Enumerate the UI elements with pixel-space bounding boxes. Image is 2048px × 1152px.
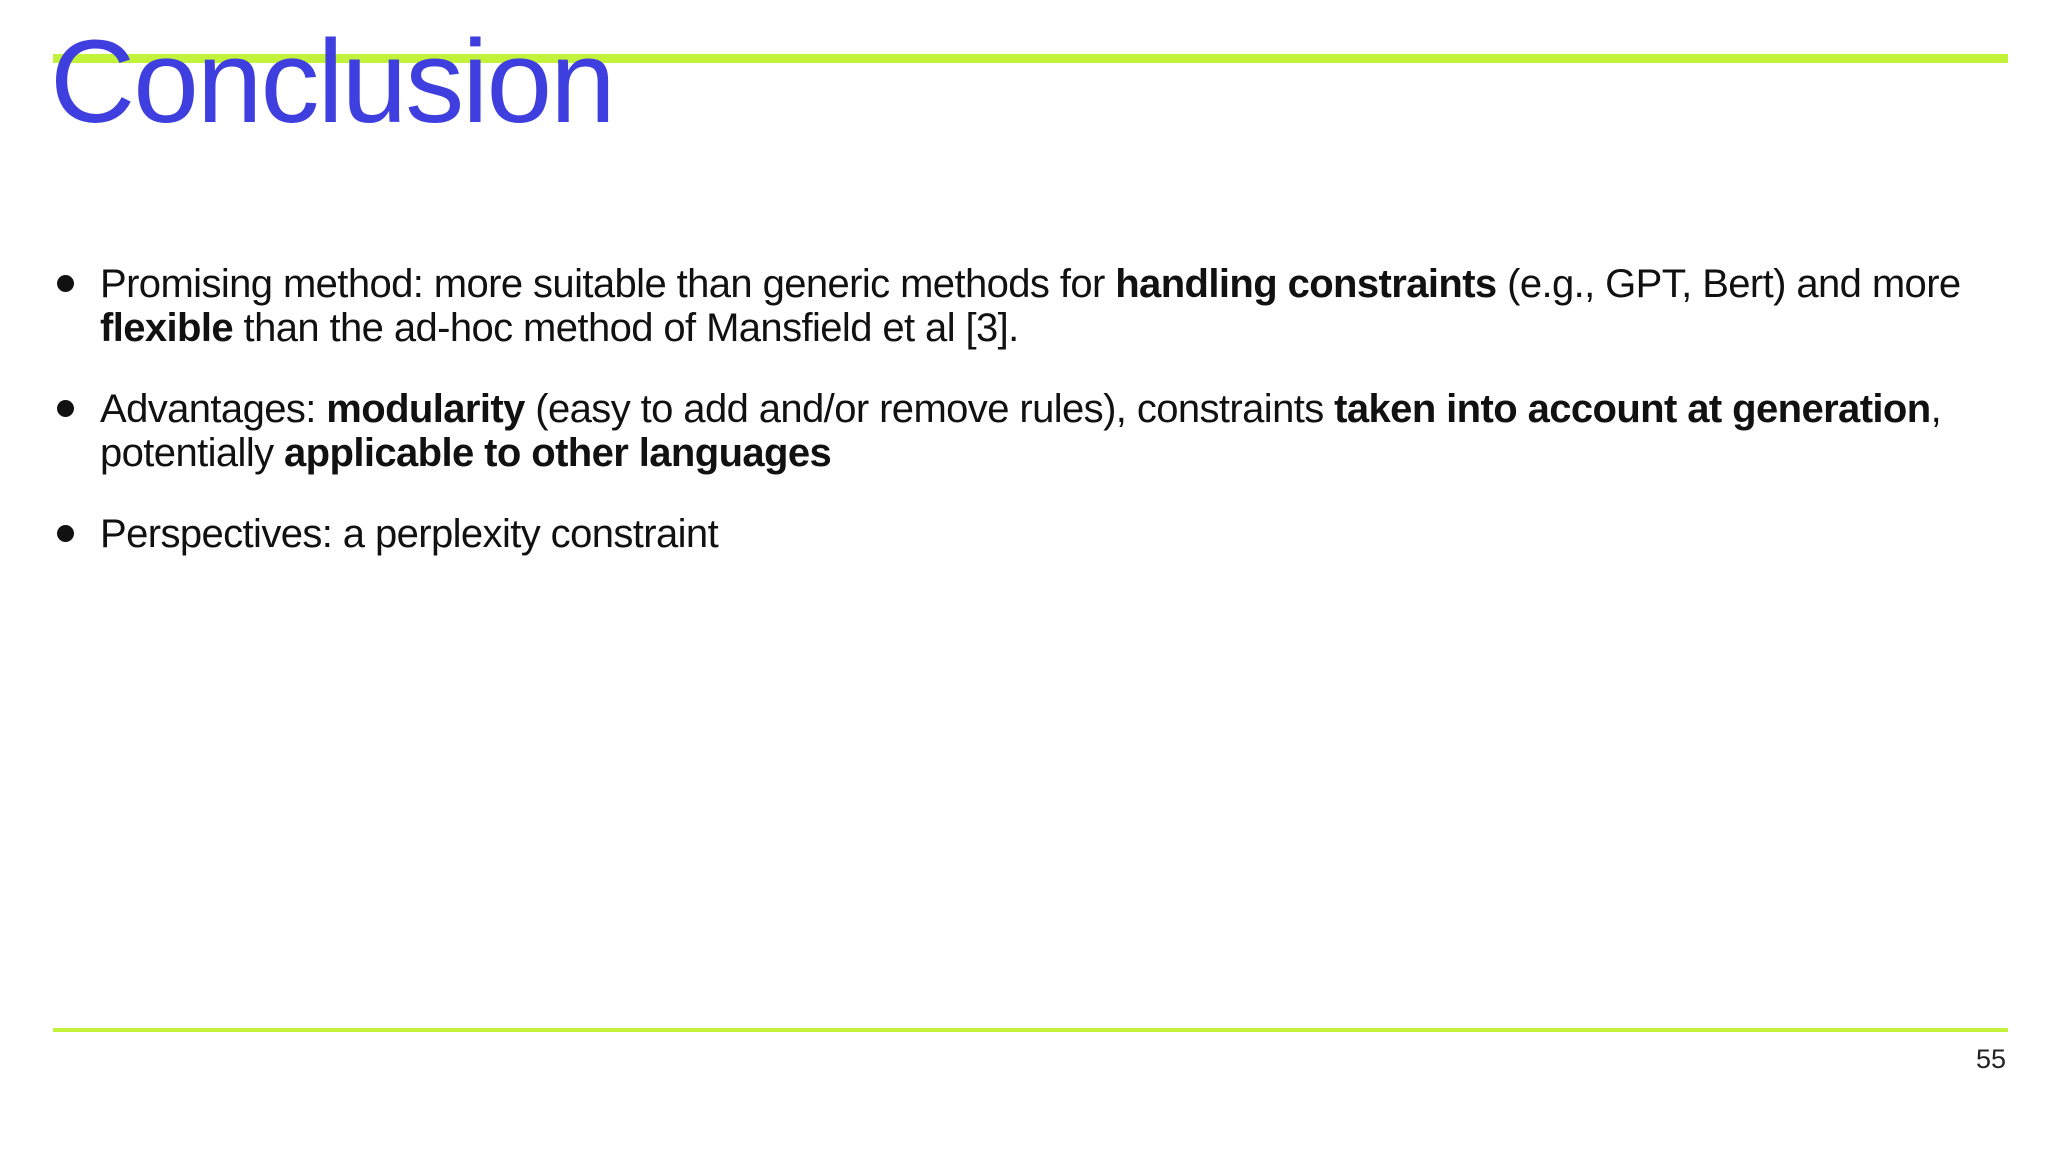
bullet-dot-icon [57, 400, 74, 417]
page-number: 55 [1975, 1044, 2006, 1074]
text-segment: (easy to add and/or remove rules), constraints [524, 387, 1335, 431]
bold-text-segment: flexible [100, 306, 234, 350]
footer-rule [53, 1028, 2008, 1032]
text-segment: than the ad-hoc method of Mansfield et al [3]. [233, 306, 1019, 350]
bold-text-segment: taken into account at generation [1334, 387, 1931, 431]
text-segment: , potentially [100, 387, 1942, 475]
bullet-dot-icon [57, 525, 74, 542]
text-segment: Promising method: more suitable than generic methods for [100, 262, 1116, 306]
text-segment: (e.g., GPT, Bert) and more [1496, 262, 1961, 306]
bold-text-segment: applicable to other languages [284, 431, 832, 475]
bold-text-segment: modularity [326, 387, 525, 431]
bullet-list [100, 262, 2010, 593]
text-segment: Perspectives: a perplexity constraint [100, 512, 719, 556]
bullet-text [100, 387, 1941, 475]
bullet-text [100, 512, 718, 556]
slide-title: Conclusion [50, 16, 614, 148]
bullet-dot-icon [57, 275, 74, 292]
bold-text-segment: handling constraints [1115, 262, 1497, 306]
bullet-item [100, 512, 2010, 556]
text-segment: Advantages: [100, 387, 327, 431]
bullet-item [100, 262, 2010, 350]
bullet-item [100, 387, 2010, 475]
bullet-text [100, 262, 1961, 350]
